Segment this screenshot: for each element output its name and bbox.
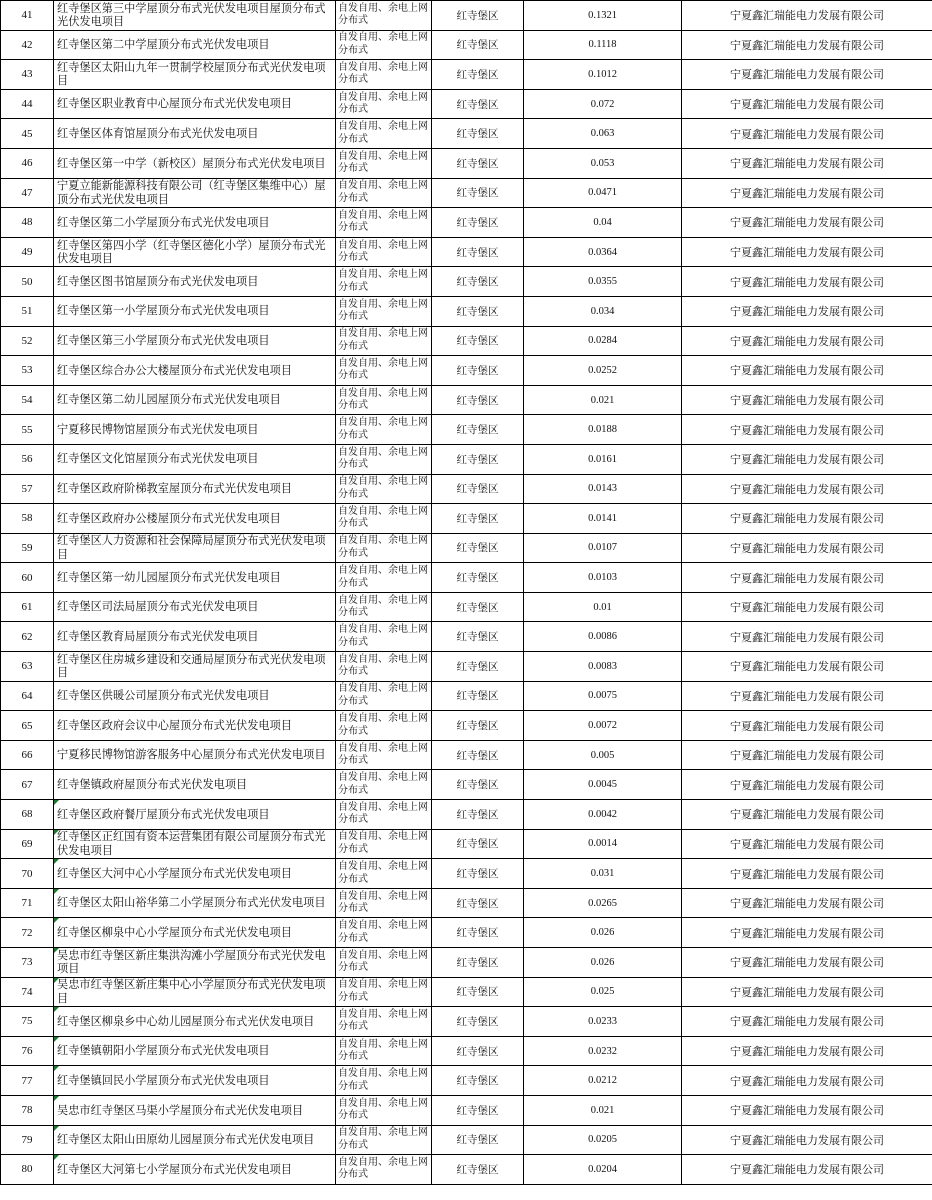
project-name-cell: 红寺堡区太阳山裕华第二小学屋顶分布式光伏发电项目 [54, 888, 336, 918]
row-number-cell: 78 [1, 1095, 54, 1125]
table-row [1, 681, 932, 711]
grid-mode-cell: 自发自用、余电上网分布式 [336, 533, 432, 563]
capacity-cell: 0.0212 [524, 1066, 682, 1096]
table-row [1, 770, 932, 800]
table-row [1, 237, 932, 267]
location-cell: 红寺堡区 [432, 829, 524, 859]
project-name-cell: 红寺堡区司法局屋顶分布式光伏发电项目 [54, 592, 336, 622]
company-cell: 宁夏鑫汇瑞能电力发展有限公司 [682, 622, 932, 652]
capacity-cell: 0.026 [524, 948, 682, 978]
location-cell: 红寺堡区 [432, 1125, 524, 1155]
capacity-cell: 0.0232 [524, 1036, 682, 1066]
project-name-cell: 红寺堡区体育馆屋顶分布式光伏发电项目 [54, 119, 336, 149]
location-cell: 红寺堡区 [432, 977, 524, 1007]
row-number-cell: 75 [1, 1007, 54, 1037]
table-row [1, 829, 932, 859]
table-row [1, 178, 932, 208]
company-cell: 宁夏鑫汇瑞能电力发展有限公司 [682, 504, 932, 534]
capacity-cell: 0.0252 [524, 356, 682, 386]
capacity-cell: 0.026 [524, 918, 682, 948]
row-number-cell: 47 [1, 178, 54, 208]
location-cell: 红寺堡区 [432, 770, 524, 800]
project-name-cell: 吴忠市红寺堡区马渠小学屋顶分布式光伏发电项目 [54, 1095, 336, 1125]
location-cell: 红寺堡区 [432, 800, 524, 830]
table-row [1, 533, 932, 563]
location-cell: 红寺堡区 [432, 888, 524, 918]
location-cell: 红寺堡区 [432, 237, 524, 267]
row-number-cell: 69 [1, 829, 54, 859]
company-cell: 宁夏鑫汇瑞能电力发展有限公司 [682, 800, 932, 830]
table-row [1, 740, 932, 770]
capacity-cell: 0.0265 [524, 888, 682, 918]
grid-mode-cell: 自发自用、余电上网分布式 [336, 1155, 432, 1185]
table-row [1, 1095, 932, 1125]
capacity-cell: 0.0072 [524, 711, 682, 741]
company-cell: 宁夏鑫汇瑞能电力发展有限公司 [682, 267, 932, 297]
table-row [1, 592, 932, 622]
location-cell: 红寺堡区 [432, 60, 524, 90]
row-number-cell: 50 [1, 267, 54, 297]
project-name-cell: 红寺堡区第一幼儿园屋顶分布式光伏发电项目 [54, 563, 336, 593]
row-number-cell: 43 [1, 60, 54, 90]
location-cell: 红寺堡区 [432, 711, 524, 741]
table-row [1, 267, 932, 297]
company-cell: 宁夏鑫汇瑞能电力发展有限公司 [682, 592, 932, 622]
company-cell: 宁夏鑫汇瑞能电力发展有限公司 [682, 356, 932, 386]
location-cell: 红寺堡区 [432, 652, 524, 682]
project-name-cell: 红寺堡区综合办公大楼屋顶分布式光伏发电项目 [54, 356, 336, 386]
table-row [1, 1125, 932, 1155]
row-number-cell: 62 [1, 622, 54, 652]
grid-mode-cell: 自发自用、余电上网分布式 [336, 1125, 432, 1155]
table-row [1, 119, 932, 149]
grid-mode-cell: 自发自用、余电上网分布式 [336, 385, 432, 415]
project-name-cell: 红寺堡区图书馆屋顶分布式光伏发电项目 [54, 267, 336, 297]
row-number-cell: 45 [1, 119, 54, 149]
company-cell: 宁夏鑫汇瑞能电力发展有限公司 [682, 1036, 932, 1066]
location-cell: 红寺堡区 [432, 30, 524, 60]
row-number-cell: 68 [1, 800, 54, 830]
project-name-cell: 红寺堡区政府餐厅屋顶分布式光伏发电项目 [54, 800, 336, 830]
table-row [1, 888, 932, 918]
row-number-cell: 48 [1, 208, 54, 238]
capacity-cell: 0.021 [524, 1095, 682, 1125]
row-number-cell: 59 [1, 533, 54, 563]
grid-mode-cell: 自发自用、余电上网分布式 [336, 30, 432, 60]
project-name-cell: 红寺堡区人力资源和社会保障局屋顶分布式光伏发电项目 [54, 533, 336, 563]
project-name-cell: 红寺堡镇朝阳小学屋顶分布式光伏发电项目 [54, 1036, 336, 1066]
row-number-cell: 80 [1, 1155, 54, 1185]
table-row [1, 444, 932, 474]
company-cell: 宁夏鑫汇瑞能电力发展有限公司 [682, 296, 932, 326]
grid-mode-cell: 自发自用、余电上网分布式 [336, 859, 432, 889]
row-number-cell: 71 [1, 888, 54, 918]
project-name-cell: 红寺堡区第二中学屋顶分布式光伏发电项目 [54, 30, 336, 60]
row-number-cell: 60 [1, 563, 54, 593]
table-row [1, 208, 932, 238]
table-row [1, 296, 932, 326]
company-cell: 宁夏鑫汇瑞能电力发展有限公司 [682, 89, 932, 119]
row-number-cell: 41 [1, 1, 54, 31]
grid-mode-cell: 自发自用、余电上网分布式 [336, 474, 432, 504]
table-row [1, 859, 932, 889]
capacity-cell: 0.005 [524, 740, 682, 770]
company-cell: 宁夏鑫汇瑞能电力发展有限公司 [682, 1095, 932, 1125]
capacity-cell: 0.0107 [524, 533, 682, 563]
table-row [1, 1007, 932, 1037]
row-number-cell: 72 [1, 918, 54, 948]
location-cell: 红寺堡区 [432, 267, 524, 297]
project-name-cell: 吴忠市红寺堡区新庄集洪沟滩小学屋顶分布式光伏发电项目 [54, 948, 336, 978]
table-row [1, 415, 932, 445]
grid-mode-cell: 自发自用、余电上网分布式 [336, 60, 432, 90]
row-number-cell: 65 [1, 711, 54, 741]
capacity-cell: 0.0364 [524, 237, 682, 267]
grid-mode-cell: 自发自用、余电上网分布式 [336, 237, 432, 267]
row-number-cell: 64 [1, 681, 54, 711]
grid-mode-cell: 自发自用、余电上网分布式 [336, 208, 432, 238]
company-cell: 宁夏鑫汇瑞能电力发展有限公司 [682, 1125, 932, 1155]
location-cell: 红寺堡区 [432, 326, 524, 356]
location-cell: 红寺堡区 [432, 1, 524, 31]
project-name-cell: 红寺堡区柳泉乡中心幼儿园屋顶分布式光伏发电项目 [54, 1007, 336, 1037]
project-name-cell: 红寺堡区政府会议中心屋顶分布式光伏发电项目 [54, 711, 336, 741]
table-row [1, 800, 932, 830]
capacity-cell: 0.021 [524, 385, 682, 415]
capacity-cell: 0.031 [524, 859, 682, 889]
project-name-cell: 吴忠市红寺堡区新庄集中心小学屋顶分布式光伏发电项目 [54, 977, 336, 1007]
capacity-cell: 0.0042 [524, 800, 682, 830]
location-cell: 红寺堡区 [432, 119, 524, 149]
capacity-cell: 0.072 [524, 89, 682, 119]
grid-mode-cell: 自发自用、余电上网分布式 [336, 1007, 432, 1037]
row-number-cell: 74 [1, 977, 54, 1007]
company-cell: 宁夏鑫汇瑞能电力发展有限公司 [682, 444, 932, 474]
company-cell: 宁夏鑫汇瑞能电力发展有限公司 [682, 178, 932, 208]
project-name-cell: 红寺堡区住房城乡建设和交通局屋顶分布式光伏发电项目 [54, 652, 336, 682]
project-name-cell: 红寺堡区太阳山田原幼儿园屋顶分布式光伏发电项目 [54, 1125, 336, 1155]
company-cell: 宁夏鑫汇瑞能电力发展有限公司 [682, 888, 932, 918]
grid-mode-cell: 自发自用、余电上网分布式 [336, 563, 432, 593]
row-number-cell: 76 [1, 1036, 54, 1066]
table-row [1, 622, 932, 652]
capacity-cell: 0.0355 [524, 267, 682, 297]
company-cell: 宁夏鑫汇瑞能电力发展有限公司 [682, 148, 932, 178]
location-cell: 红寺堡区 [432, 296, 524, 326]
company-cell: 宁夏鑫汇瑞能电力发展有限公司 [682, 208, 932, 238]
row-number-cell: 73 [1, 948, 54, 978]
grid-mode-cell: 自发自用、余电上网分布式 [336, 711, 432, 741]
capacity-cell: 0.0471 [524, 178, 682, 208]
project-name-cell: 红寺堡区教育局屋顶分布式光伏发电项目 [54, 622, 336, 652]
company-cell: 宁夏鑫汇瑞能电力发展有限公司 [682, 563, 932, 593]
capacity-cell: 0.0161 [524, 444, 682, 474]
row-number-cell: 57 [1, 474, 54, 504]
capacity-cell: 0.053 [524, 148, 682, 178]
company-cell: 宁夏鑫汇瑞能电力发展有限公司 [682, 237, 932, 267]
table-row [1, 356, 932, 386]
capacity-cell: 0.063 [524, 119, 682, 149]
company-cell: 宁夏鑫汇瑞能电力发展有限公司 [682, 977, 932, 1007]
capacity-cell: 0.0233 [524, 1007, 682, 1037]
capacity-cell: 0.0014 [524, 829, 682, 859]
project-name-cell: 红寺堡区第一中学（新校区）屋顶分布式光伏发电项目 [54, 148, 336, 178]
capacity-cell: 0.1321 [524, 1, 682, 31]
project-name-cell: 红寺堡区第二幼儿园屋顶分布式光伏发电项目 [54, 385, 336, 415]
location-cell: 红寺堡区 [432, 859, 524, 889]
project-name-cell: 红寺堡区政府办公楼屋顶分布式光伏发电项目 [54, 504, 336, 534]
row-number-cell: 46 [1, 148, 54, 178]
capacity-cell: 0.0075 [524, 681, 682, 711]
capacity-cell: 0.1012 [524, 60, 682, 90]
project-name-cell: 红寺堡区太阳山九年一贯制学校屋顶分布式光伏发电项目 [54, 60, 336, 90]
grid-mode-cell: 自发自用、余电上网分布式 [336, 444, 432, 474]
project-name-cell: 红寺堡区正红国有资本运营集团有限公司屋顶分布式光伏发电项目 [54, 829, 336, 859]
project-table-body [1, 1, 932, 1185]
project-name-cell: 红寺堡区职业教育中心屋顶分布式光伏发电项目 [54, 89, 336, 119]
table-row [1, 1036, 932, 1066]
capacity-cell: 0.0103 [524, 563, 682, 593]
capacity-cell: 0.025 [524, 977, 682, 1007]
table-row [1, 326, 932, 356]
grid-mode-cell: 自发自用、余电上网分布式 [336, 1095, 432, 1125]
location-cell: 红寺堡区 [432, 1007, 524, 1037]
grid-mode-cell: 自发自用、余电上网分布式 [336, 948, 432, 978]
location-cell: 红寺堡区 [432, 533, 524, 563]
grid-mode-cell: 自发自用、余电上网分布式 [336, 1, 432, 31]
location-cell: 红寺堡区 [432, 681, 524, 711]
grid-mode-cell: 自发自用、余电上网分布式 [336, 296, 432, 326]
row-number-cell: 44 [1, 89, 54, 119]
company-cell: 宁夏鑫汇瑞能电力发展有限公司 [682, 948, 932, 978]
company-cell: 宁夏鑫汇瑞能电力发展有限公司 [682, 918, 932, 948]
location-cell: 红寺堡区 [432, 563, 524, 593]
grid-mode-cell: 自发自用、余电上网分布式 [336, 178, 432, 208]
row-number-cell: 54 [1, 385, 54, 415]
project-name-cell: 宁夏移民博物馆游客服务中心屋顶分布式光伏发电项目 [54, 740, 336, 770]
grid-mode-cell: 自发自用、余电上网分布式 [336, 977, 432, 1007]
grid-mode-cell: 自发自用、余电上网分布式 [336, 504, 432, 534]
table-row [1, 1155, 932, 1185]
row-number-cell: 77 [1, 1066, 54, 1096]
table-row [1, 711, 932, 741]
capacity-cell: 0.034 [524, 296, 682, 326]
location-cell: 红寺堡区 [432, 148, 524, 178]
project-name-cell: 红寺堡区政府阶梯教室屋顶分布式光伏发电项目 [54, 474, 336, 504]
project-name-cell: 宁夏立能新能源科技有限公司（红寺堡区集维中心）屋顶分布式光伏发电项目 [54, 178, 336, 208]
project-name-cell: 红寺堡区文化馆屋顶分布式光伏发电项目 [54, 444, 336, 474]
grid-mode-cell: 自发自用、余电上网分布式 [336, 652, 432, 682]
location-cell: 红寺堡区 [432, 89, 524, 119]
location-cell: 红寺堡区 [432, 592, 524, 622]
capacity-cell: 0.1118 [524, 30, 682, 60]
location-cell: 红寺堡区 [432, 740, 524, 770]
project-name-cell: 红寺堡区供暖公司屋顶分布式光伏发电项目 [54, 681, 336, 711]
location-cell: 红寺堡区 [432, 356, 524, 386]
company-cell: 宁夏鑫汇瑞能电力发展有限公司 [682, 711, 932, 741]
capacity-cell: 0.0188 [524, 415, 682, 445]
grid-mode-cell: 自发自用、余电上网分布式 [336, 592, 432, 622]
grid-mode-cell: 自发自用、余电上网分布式 [336, 1036, 432, 1066]
grid-mode-cell: 自发自用、余电上网分布式 [336, 829, 432, 859]
company-cell: 宁夏鑫汇瑞能电力发展有限公司 [682, 474, 932, 504]
company-cell: 宁夏鑫汇瑞能电力发展有限公司 [682, 1155, 932, 1185]
capacity-cell: 0.04 [524, 208, 682, 238]
company-cell: 宁夏鑫汇瑞能电力发展有限公司 [682, 859, 932, 889]
table-row [1, 1, 932, 31]
capacity-cell: 0.0045 [524, 770, 682, 800]
row-number-cell: 56 [1, 444, 54, 474]
project-name-cell: 红寺堡区第二小学屋顶分布式光伏发电项目 [54, 208, 336, 238]
location-cell: 红寺堡区 [432, 1036, 524, 1066]
grid-mode-cell: 自发自用、余电上网分布式 [336, 770, 432, 800]
project-name-cell: 红寺堡区柳泉中心小学屋顶分布式光伏发电项目 [54, 918, 336, 948]
table-row [1, 89, 932, 119]
location-cell: 红寺堡区 [432, 622, 524, 652]
grid-mode-cell: 自发自用、余电上网分布式 [336, 800, 432, 830]
company-cell: 宁夏鑫汇瑞能电力发展有限公司 [682, 60, 932, 90]
table-row [1, 652, 932, 682]
capacity-cell: 0.0143 [524, 474, 682, 504]
location-cell: 红寺堡区 [432, 208, 524, 238]
table-row [1, 504, 932, 534]
location-cell: 红寺堡区 [432, 444, 524, 474]
grid-mode-cell: 自发自用、余电上网分布式 [336, 267, 432, 297]
project-name-cell: 宁夏移民博物馆屋顶分布式光伏发电项目 [54, 415, 336, 445]
location-cell: 红寺堡区 [432, 504, 524, 534]
row-number-cell: 70 [1, 859, 54, 889]
company-cell: 宁夏鑫汇瑞能电力发展有限公司 [682, 770, 932, 800]
capacity-cell: 0.0205 [524, 1125, 682, 1155]
row-number-cell: 52 [1, 326, 54, 356]
grid-mode-cell: 自发自用、余电上网分布式 [336, 622, 432, 652]
location-cell: 红寺堡区 [432, 1155, 524, 1185]
company-cell: 宁夏鑫汇瑞能电力发展有限公司 [682, 829, 932, 859]
company-cell: 宁夏鑫汇瑞能电力发展有限公司 [682, 1, 932, 31]
grid-mode-cell: 自发自用、余电上网分布式 [336, 415, 432, 445]
grid-mode-cell: 自发自用、余电上网分布式 [336, 356, 432, 386]
location-cell: 红寺堡区 [432, 415, 524, 445]
row-number-cell: 67 [1, 770, 54, 800]
company-cell: 宁夏鑫汇瑞能电力发展有限公司 [682, 415, 932, 445]
row-number-cell: 58 [1, 504, 54, 534]
grid-mode-cell: 自发自用、余电上网分布式 [336, 740, 432, 770]
capacity-cell: 0.0284 [524, 326, 682, 356]
company-cell: 宁夏鑫汇瑞能电力发展有限公司 [682, 385, 932, 415]
capacity-cell: 0.0204 [524, 1155, 682, 1185]
grid-mode-cell: 自发自用、余电上网分布式 [336, 89, 432, 119]
grid-mode-cell: 自发自用、余电上网分布式 [336, 681, 432, 711]
table-row [1, 474, 932, 504]
company-cell: 宁夏鑫汇瑞能电力发展有限公司 [682, 681, 932, 711]
location-cell: 红寺堡区 [432, 918, 524, 948]
project-name-cell: 红寺堡区第四小学（红寺堡区德化小学）屋顶分布式光伏发电项目 [54, 237, 336, 267]
project-name-cell: 红寺堡区第一小学屋顶分布式光伏发电项目 [54, 296, 336, 326]
grid-mode-cell: 自发自用、余电上网分布式 [336, 1066, 432, 1096]
project-name-cell: 红寺堡镇政府屋顶分布式光伏发电项目 [54, 770, 336, 800]
row-number-cell: 63 [1, 652, 54, 682]
location-cell: 红寺堡区 [432, 948, 524, 978]
row-number-cell: 66 [1, 740, 54, 770]
row-number-cell: 61 [1, 592, 54, 622]
location-cell: 红寺堡区 [432, 385, 524, 415]
grid-mode-cell: 自发自用、余电上网分布式 [336, 119, 432, 149]
location-cell: 红寺堡区 [432, 1095, 524, 1125]
project-name-cell: 红寺堡镇回民小学屋顶分布式光伏发电项目 [54, 1066, 336, 1096]
table-row [1, 918, 932, 948]
grid-mode-cell: 自发自用、余电上网分布式 [336, 148, 432, 178]
grid-mode-cell: 自发自用、余电上网分布式 [336, 326, 432, 356]
table-row [1, 148, 932, 178]
grid-mode-cell: 自发自用、余电上网分布式 [336, 918, 432, 948]
capacity-cell: 0.01 [524, 592, 682, 622]
capacity-cell: 0.0141 [524, 504, 682, 534]
project-name-cell: 红寺堡区第三小学屋顶分布式光伏发电项目 [54, 326, 336, 356]
company-cell: 宁夏鑫汇瑞能电力发展有限公司 [682, 740, 932, 770]
table-row [1, 1066, 932, 1096]
row-number-cell: 55 [1, 415, 54, 445]
company-cell: 宁夏鑫汇瑞能电力发展有限公司 [682, 1066, 932, 1096]
row-number-cell: 51 [1, 296, 54, 326]
location-cell: 红寺堡区 [432, 1066, 524, 1096]
company-cell: 宁夏鑫汇瑞能电力发展有限公司 [682, 326, 932, 356]
row-number-cell: 53 [1, 356, 54, 386]
company-cell: 宁夏鑫汇瑞能电力发展有限公司 [682, 533, 932, 563]
table-row [1, 385, 932, 415]
project-name-cell: 红寺堡区大河第七小学屋顶分布式光伏发电项目 [54, 1155, 336, 1185]
capacity-cell: 0.0086 [524, 622, 682, 652]
capacity-cell: 0.0083 [524, 652, 682, 682]
location-cell: 红寺堡区 [432, 474, 524, 504]
location-cell: 红寺堡区 [432, 178, 524, 208]
row-number-cell: 79 [1, 1125, 54, 1155]
project-name-cell: 红寺堡区第三中学屋顶分布式光伏发电项目屋顶分布式光伏发电项目 [54, 1, 336, 31]
row-number-cell: 49 [1, 237, 54, 267]
company-cell: 宁夏鑫汇瑞能电力发展有限公司 [682, 119, 932, 149]
grid-mode-cell: 自发自用、余电上网分布式 [336, 888, 432, 918]
table-row [1, 977, 932, 1007]
table-row [1, 948, 932, 978]
project-name-cell: 红寺堡区大河中心小学屋顶分布式光伏发电项目 [54, 859, 336, 889]
company-cell: 宁夏鑫汇瑞能电力发展有限公司 [682, 1007, 932, 1037]
table-row [1, 30, 932, 60]
table-row [1, 60, 932, 90]
row-number-cell: 42 [1, 30, 54, 60]
company-cell: 宁夏鑫汇瑞能电力发展有限公司 [682, 652, 932, 682]
table-row [1, 563, 932, 593]
company-cell: 宁夏鑫汇瑞能电力发展有限公司 [682, 30, 932, 60]
